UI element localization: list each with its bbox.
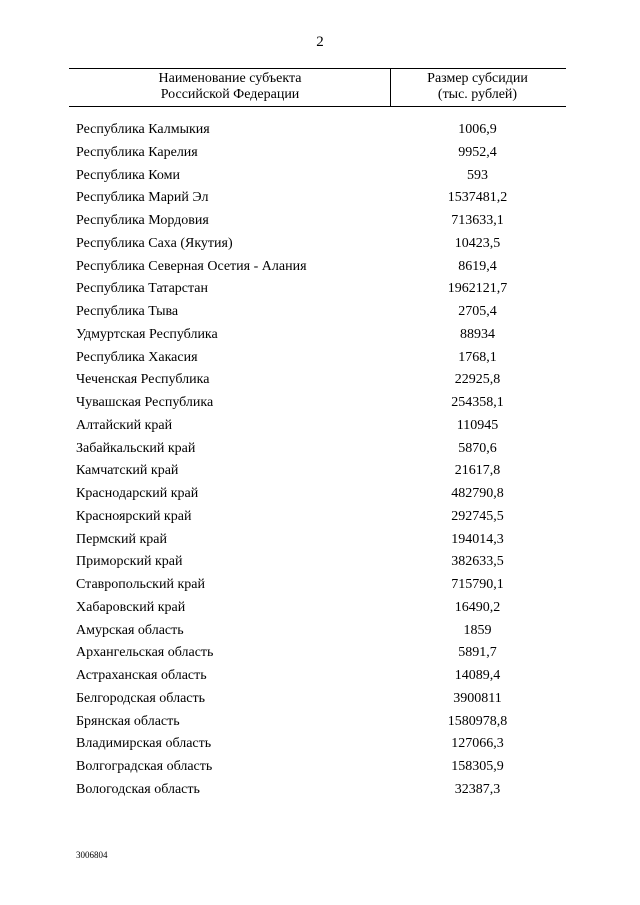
table-row [0, 688, 640, 711]
table-row [0, 165, 640, 188]
subsidy-amount: 1768,1 [458, 349, 497, 365]
table-row [0, 119, 640, 142]
subject-name: Республика Коми [76, 167, 180, 183]
table-row [0, 551, 640, 574]
subject-name: Астраханская область [76, 668, 207, 683]
table-row [0, 256, 640, 279]
subsidy-amount: 1859 [463, 622, 492, 638]
table-row [0, 324, 640, 347]
table-row [0, 369, 640, 392]
subsidy-amount: 1006,9 [458, 122, 497, 137]
table-row [0, 278, 640, 301]
subject-name: Краснодарский край [76, 486, 199, 501]
subject-name: Волгоградская область [76, 759, 213, 774]
subsidy-amount: 1962121,7 [447, 281, 508, 297]
subsidy-amount: 21617,8 [454, 463, 501, 479]
subject-name: Республика Калмыкия [76, 122, 210, 137]
subsidy-amount: 22925,8 [454, 372, 501, 388]
subject-name: Республика Карелия [76, 144, 198, 160]
subject-name: Удмуртская Республика [76, 326, 218, 342]
table-row [0, 642, 640, 665]
subsidy-amount: 10423,5 [454, 235, 501, 251]
table-row [0, 620, 640, 643]
subsidy-amount: 3900811 [453, 690, 502, 706]
table-row [0, 756, 640, 779]
subsidy-amount: 2705,4 [458, 304, 497, 319]
table-row [0, 438, 640, 461]
column-header-subject-line2: Российской Федерации [160, 87, 300, 102]
subsidy-amount: 32387,3 [454, 781, 501, 797]
table-row [0, 711, 640, 734]
table-row [0, 210, 640, 233]
subsidy-amount: 713633,1 [451, 213, 504, 228]
table-row [0, 187, 640, 210]
subsidy-amount: 5870,6 [458, 440, 497, 456]
table-row [0, 529, 640, 552]
subsidy-table-body [0, 119, 640, 802]
column-header-subject [130, 71, 330, 103]
table-row [0, 597, 640, 620]
column-header-subject-line1: Наименование субъекта [158, 71, 302, 86]
page-number: 2 [316, 34, 324, 50]
subject-name: Республика Татарстан [76, 281, 209, 297]
subject-name: Вологодская область [76, 781, 200, 797]
subsidy-amount: 593 [467, 167, 488, 183]
table-row [0, 347, 640, 370]
subsidy-amount: 254358,1 [451, 395, 504, 410]
subsidy-amount: 5891,7 [458, 645, 497, 661]
subject-name: Республика Хакасия [76, 349, 198, 365]
subsidy-amount: 9952,4 [458, 144, 497, 160]
subject-name: Чувашская Республика [76, 395, 214, 410]
subject-name: Ставропольский край [76, 577, 205, 592]
subject-name: Красноярский край [76, 508, 192, 524]
subsidy-amount: 158305,9 [451, 759, 504, 774]
table-row [0, 506, 640, 529]
subsidy-amount: 292745,5 [451, 508, 504, 524]
column-header-amount-line1: Размер субсидии [427, 71, 528, 86]
subject-name: Алтайский край [76, 417, 173, 433]
table-top-rule [69, 68, 566, 69]
subsidy-amount: 88934 [460, 326, 495, 342]
table-row [0, 415, 640, 438]
table-row [0, 665, 640, 688]
subject-name: Чеченская Республика [76, 372, 210, 388]
subsidy-amount: 482790,8 [451, 486, 504, 501]
table-row [0, 233, 640, 256]
table-row [0, 460, 640, 483]
table-row [0, 392, 640, 415]
table-row [0, 733, 640, 756]
subject-name: Владимирская область [76, 736, 212, 752]
subject-name: Забайкальский край [76, 440, 196, 456]
subject-name: Хабаровский край [76, 599, 186, 615]
subsidy-amount: 16490,2 [454, 599, 501, 615]
subsidy-amount: 127066,3 [451, 736, 504, 752]
subject-name: Республика Тыва [76, 304, 179, 319]
table-row [0, 301, 640, 324]
subject-name: Брянская область [76, 713, 180, 729]
subsidy-amount: 1580978,8 [447, 713, 508, 729]
document-code: 3006804 [76, 850, 108, 860]
column-header-amount-line2: (тыс. рублей) [437, 87, 518, 102]
subject-name: Республика Мордовия [76, 213, 209, 228]
subsidy-amount: 8619,4 [458, 258, 497, 274]
subject-name: Амурская область [76, 622, 184, 638]
subject-name: Камчатский край [76, 463, 179, 479]
subject-name: Пермский край [76, 531, 167, 547]
subsidy-amount: 382633,5 [451, 554, 504, 570]
table-row [0, 142, 640, 165]
subject-name: Республика Саха (Якутия) [76, 235, 233, 251]
subsidy-amount: 110945 [456, 417, 499, 433]
table-row [0, 779, 640, 802]
subsidy-amount: 194014,3 [451, 531, 504, 547]
subject-name: Приморский край [76, 554, 183, 570]
table-header-bottom-rule [69, 106, 566, 107]
column-header-amount [405, 71, 550, 103]
subject-name: Республика Марий Эл [76, 190, 209, 206]
subject-name: Республика Северная Осетия - Алания [76, 258, 307, 274]
subject-name: Белгородская область [76, 690, 206, 706]
table-row [0, 574, 640, 597]
table-header-separator [390, 68, 391, 106]
subject-name: Архангельская область [76, 645, 214, 661]
subsidy-amount: 14089,4 [454, 668, 501, 683]
subsidy-amount: 715790,1 [451, 577, 504, 592]
subsidy-amount: 1537481,2 [447, 190, 508, 206]
table-row [0, 483, 640, 506]
